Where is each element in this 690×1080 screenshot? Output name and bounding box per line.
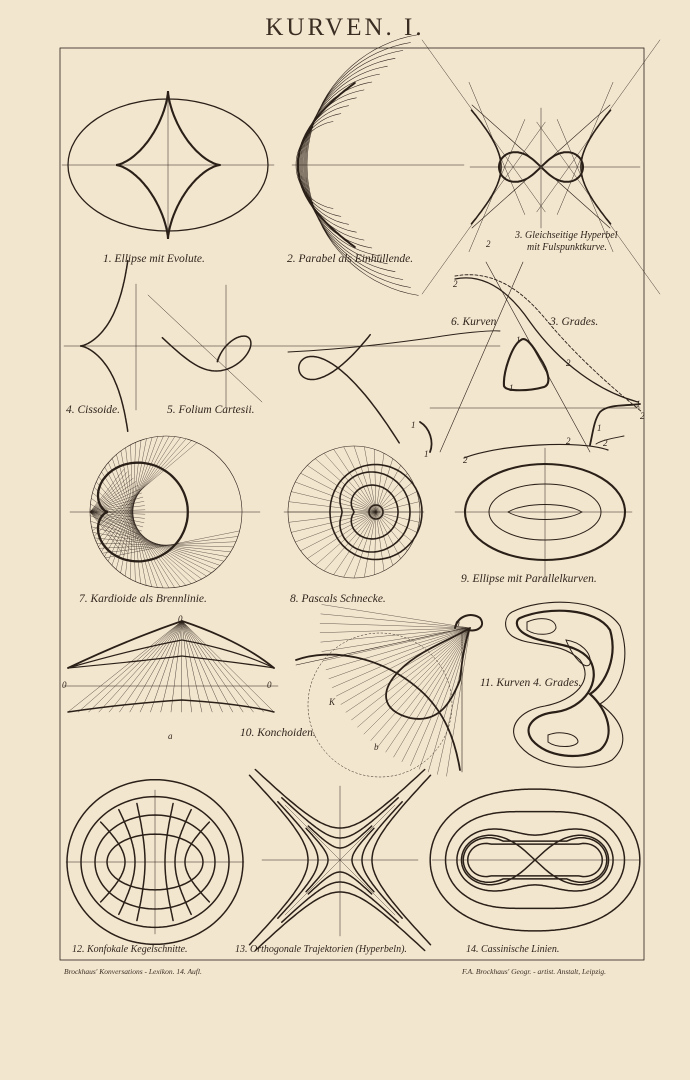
curve-label: a [168, 731, 173, 741]
curve-label: 2 [453, 279, 458, 289]
caption-fig6-line2: 3. Grades. [550, 316, 599, 328]
caption-fig2: 2. Parabel als Einhüllende. [287, 253, 414, 265]
caption-fig11: 11. Kurven 4. Grades. [480, 677, 582, 689]
curve-label: 2 [640, 411, 645, 421]
fig8-limacon [284, 446, 424, 578]
fig7-cardioid [70, 436, 260, 588]
caption-fig3-line2: mit Fulspunktkurve. [527, 242, 607, 253]
fig9-parallel-curves [455, 444, 632, 580]
caption-fig1: 1. Ellipse mit Evolute. [103, 253, 205, 265]
fig6-cubics [288, 262, 642, 452]
caption-fig7: 7. Kardioide als Brennlinie. [79, 593, 207, 605]
caption-fig14: 14. Cassinische Linien. [466, 944, 560, 955]
fig12-confocal [66, 780, 244, 945]
curve-label: b [374, 742, 379, 752]
fig3-hyperbola-lemniscate [422, 40, 660, 294]
fig14-cassini [430, 789, 640, 931]
curve-label: 2 [566, 436, 571, 446]
curve-label: 1 [516, 335, 521, 345]
caption-fig10: 10. Konchoiden. [240, 727, 316, 739]
fig4-cissoid [64, 261, 500, 432]
caption-fig4: 4. Cissoide. [66, 404, 120, 416]
curve-label: 2 [566, 358, 571, 368]
curve-label: 1 [411, 420, 416, 430]
caption-fig3: 3. Gleichseitige Hyperbel [515, 230, 618, 241]
caption-fig9: 9. Ellipse mit Parallelkurven. [461, 573, 597, 585]
curve-label: K [329, 697, 336, 707]
caption-fig5: 5. Folium Cartesii. [167, 404, 255, 416]
curve-label: 1 [636, 399, 641, 409]
curve-label: 0 [62, 680, 67, 690]
curve-label: 0 [455, 619, 460, 629]
fig5-folium [148, 285, 262, 408]
curve-label: 2 [463, 455, 468, 465]
curve-label: 0 [178, 614, 183, 624]
curve-label: 2 [603, 438, 608, 448]
curve-label: 2 [486, 239, 491, 249]
curve-label: 1 [509, 383, 514, 393]
curve-label: 1 [424, 449, 429, 459]
footer-left: Brockhaus' Konversations - Lexikon. 14. Aufl. [64, 967, 202, 976]
footer-right: F.A. Brockhaus' Geogr. - artist. Anstalt, Leipzig. [462, 967, 606, 976]
caption-fig12: 12. Konfokale Kegelschnitte. [72, 944, 188, 955]
fig1-ellipse-evolute [62, 91, 274, 239]
caption-fig8: 8. Pascals Schnecke. [290, 593, 386, 605]
curve-label: 0 [267, 680, 272, 690]
curve-label: 1 [597, 423, 602, 433]
plate-title: KURVEN. I. [265, 14, 425, 41]
fig10-conchoids [64, 605, 482, 778]
caption-fig13: 13. Orthogonale Trajektorien (Hyperbeln). [235, 944, 407, 955]
caption-fig6: 6. Kurven [451, 316, 497, 328]
fig13-orthogonal [250, 770, 431, 951]
